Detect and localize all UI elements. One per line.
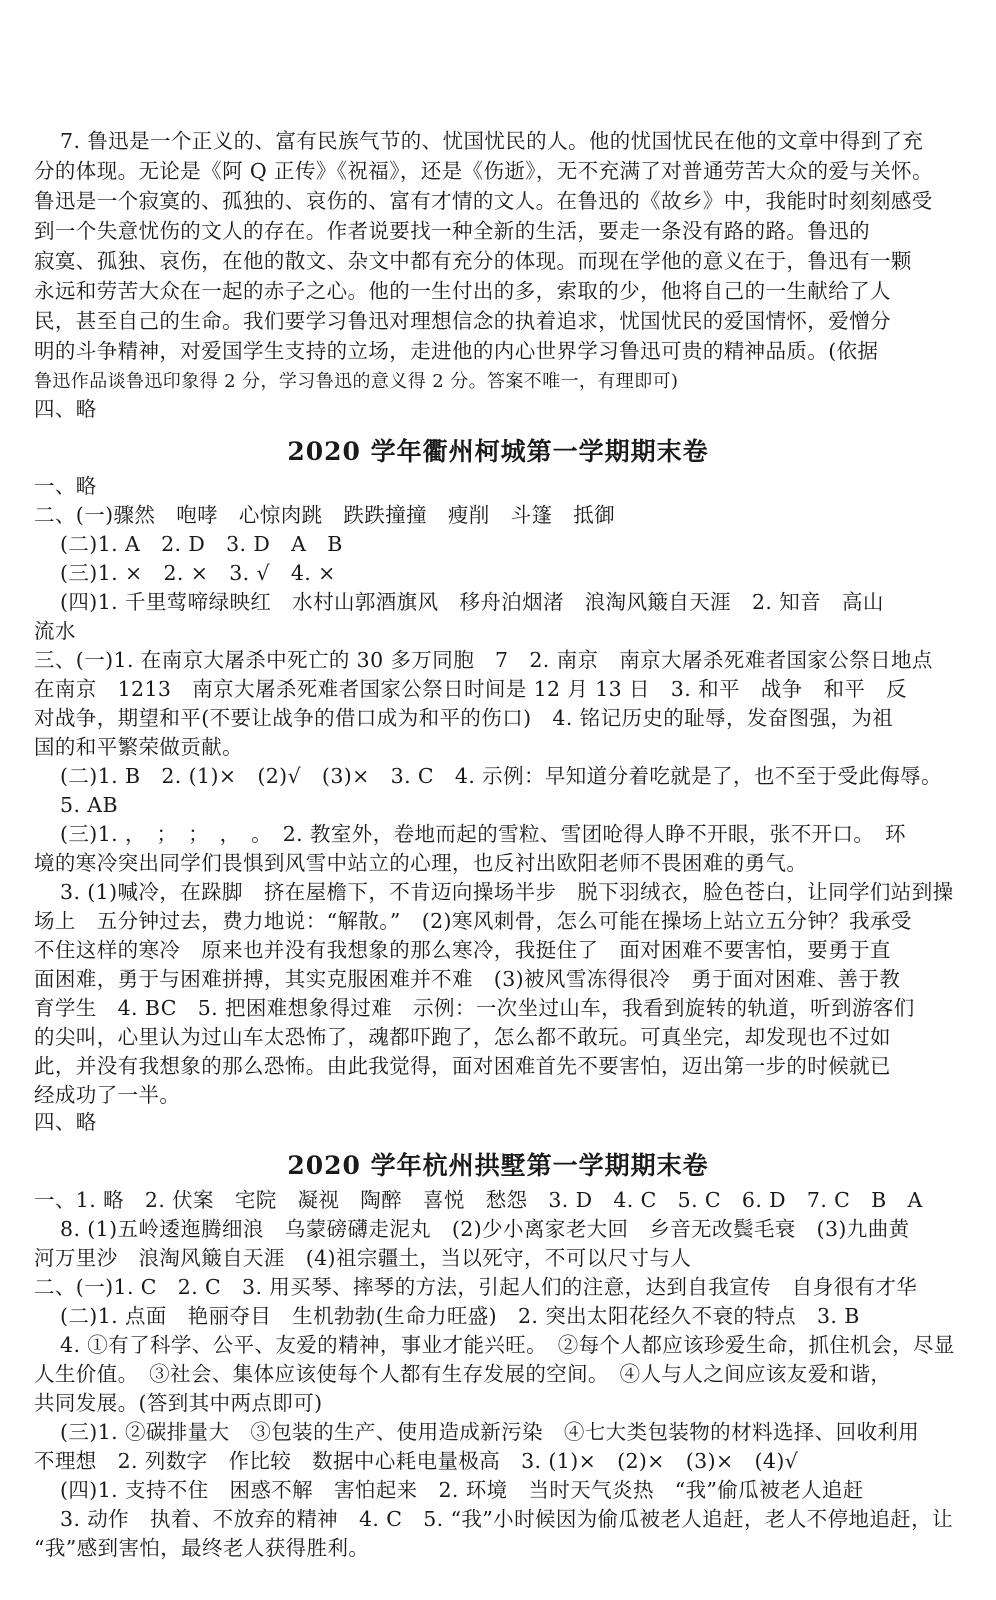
text-line: 人生价值。 ③社会、集体应该使每个人都有生存发展的空间。 ④人与人之间应该友爱和谐， <box>34 1362 892 1386</box>
text-line: 5. AB <box>60 793 118 817</box>
text-line: 分的体现。无论是《阿 Q 正传》《祝福》，还是《伤逝》，无不充满了对普通劳苦大众的爱与关怀。 <box>34 159 933 183</box>
text-line: 3. (1)喊冷，在跺脚 挤在屋檐下，不肯迈向操场半步 脱下羽绒衣，脸色苍白，让同学们站到操 <box>60 880 954 904</box>
text-line: 对战争，期望和平(不要让战争的借口成为和平的伤口) 4. 铭记历史的耻辱，发奋图强，为祖 <box>34 706 894 730</box>
text-line: 经成功了一半。 <box>34 1083 181 1107</box>
text-line: 4. ①有了科学、公平、友爱的精神，事业才能兴旺。 ②每个人都应该珍爱生命，抓住机会，尽显 <box>60 1333 955 1357</box>
text-line: (二)1. B 2. (1)× (2)√ (3)× 3. C 4. 示例：早知道分着吃就是了，也不至于受此侮辱。 <box>60 764 942 788</box>
text-line: 永远和劳苦大众在一起的赤子之心。他的一生付出的多，索取的少，他将自己的一生献给了人 <box>34 279 891 303</box>
text-line: 不住这样的寒冷 原来也并没有我想象的那么寒冷，我挺住了 面对困难不要害怕，要勇于直 <box>34 938 891 962</box>
text-line: 境的寒冷突出同学们畏惧到风雪中站立的心理，也反衬出欧阳老师不畏困难的勇气。 <box>34 851 808 875</box>
text-line: 共同发展。(答到其中两点即可) <box>34 1391 323 1415</box>
text-line: 育学生 4. BC 5. 把困难想象得过难 示例：一次坐过山车，我看到旋转的轨道，听到游客们 <box>34 996 915 1020</box>
text-line: “我”感到害怕，最终老人获得胜利。 <box>34 1536 370 1560</box>
text-line: 此，并没有我想象的那么恐怖。由此我觉得，面对困难首先不要害怕，迈出第一步的时候就已 <box>34 1054 891 1078</box>
section-title: 2020 学年杭州拱墅第一学期期末卷 <box>287 1151 709 1180</box>
text-line: 场上 五分钟过去，费力地说：“解散。” (2)寒风刺骨，怎么可能在操场上站立五分钟？我承受 <box>34 909 912 933</box>
text-line: 二、(一)骤然 咆哮 心惊肉跳 跌跌撞撞 瘦削 斗篷 抵御 <box>34 503 616 527</box>
text-line: 一、1. 略 2. 伏案 宅院 凝视 陶醉 喜悦 愁怨 3. D 4. C 5. C 6. D 7. C B A <box>34 1188 923 1212</box>
section-title: 2020 学年衢州柯城第一学期期末卷 <box>287 437 709 466</box>
text-line: (四)1. 千里莺啼绿映红 水村山郭酒旗风 移舟泊烟渚 浪淘风簸自天涯 2. 知音 高山 <box>60 590 884 614</box>
text-line: 明的斗争精神，对爱国学生支持的立场，走进他的内心世界学习鲁迅可贵的精神品质。(依据 <box>34 339 879 363</box>
text-line: 的尖叫，心里认为过山车太恐怖了，魂都吓跑了，怎么都不敢玩。可真坐完，却发现也不过如 <box>34 1025 891 1049</box>
text-line: 到一个失意忧伤的文人的存在。作者说要找一种全新的生活，要走一条没有路的路。鲁迅的 <box>34 219 870 243</box>
text-line: (二)1. 点面 艳丽夺目 生机勃勃(生命力旺盛) 2. 突出太阳花经久不衰的特点 3. B <box>60 1304 860 1328</box>
text-line: 流水 <box>34 619 76 643</box>
text-line: 四、略 <box>34 397 97 421</box>
text-line: 二、(一)1. C 2. C 3. 用买琴、摔琴的方法，引起人们的注意，达到自我宣传 自身很有才华 <box>34 1275 918 1299</box>
text-line: 在南京 1213 南京大屠杀死难者国家公祭日时间是 12 月 13 日 3. 和平 战争 和平 反 <box>34 677 908 701</box>
text-line: 8. (1)五岭逶迤腾细浪 乌蒙磅礴走泥丸 (2)少小离家老大回 乡音无改鬓毛衰 (3)九曲黄 <box>60 1217 910 1241</box>
text-line: 3. 动作 执着、不放弃的精神 4. C 5. “我”小时候因为偷瓜被老人追赶，老人不停地追赶，让 <box>60 1507 953 1531</box>
text-line: (三)1. ， ； ； ， 。 2. 教室外，卷地而起的雪粒、雪团呛得人睁不开眼，张不开口。 环 <box>60 822 906 846</box>
text-line: (四)1. 支持不住 困惑不解 害怕起来 2. 环境 当时天气炎热 “我”偷瓜被老人追赶 <box>60 1478 864 1502</box>
text-line: 面困难，勇于与困难拼搏，其实克服困难并不难 (3)被风雪冻得很冷 勇于面对困难、善于教 <box>34 967 901 991</box>
text-line: 不理想 2. 列数字 作比较 数据中心耗电量极高 3. (1)× (2)× (3)× (4)√ <box>34 1449 799 1473</box>
text-line: 国的和平繁荣做贡献。 <box>34 735 243 759</box>
text-line: 三、(一)1. 在南京大屠杀中死亡的 30 多万同胞 7 2. 南京 南京大屠杀死难者国家公祭日地点 <box>34 648 933 672</box>
text-line: 7. 鲁迅是一个正义的、富有民族气节的、忧国忧民的人。他的忧国忧民在他的文章中得到了充 <box>60 129 924 153</box>
text-line: 河万里沙 浪淘风簸自天涯 (4)祖宗疆土，当以死守，不可以尺寸与人 <box>34 1246 692 1270</box>
text-line: (三)1. ②碳排量大 ③包装的生产、使用造成新污染 ④七大类包装物的材料选择、回收利用 <box>60 1420 920 1444</box>
text-line: 鲁迅是一个寂寞的、孤独的、哀伤的、富有才情的文人。在鲁迅的《故乡》中，我能时时刻刻感受 <box>34 189 933 213</box>
text-line: 寂寞、孤独、哀伤，在他的散文、杂文中都有充分的体现。而现在学他的意义在于，鲁迅有一颗 <box>34 249 912 273</box>
text-line: (三)1. × 2. × 3. √ 4. × <box>60 561 336 585</box>
text-line: 四、略 <box>34 1110 97 1134</box>
text-line: (二)1. A 2. D 3. D A B <box>60 532 343 556</box>
text-line: 民，甚至自己的生命。我们要学习鲁迅对理想信念的执着追求，忧国忧民的爱国情怀，爱憎分 <box>34 309 891 333</box>
text-line: 一、略 <box>34 474 97 498</box>
text-line: 鲁迅作品谈鲁迅印象得 2 分，学习鲁迅的意义得 2 分。答案不唯一，有理即可) <box>34 371 679 392</box>
